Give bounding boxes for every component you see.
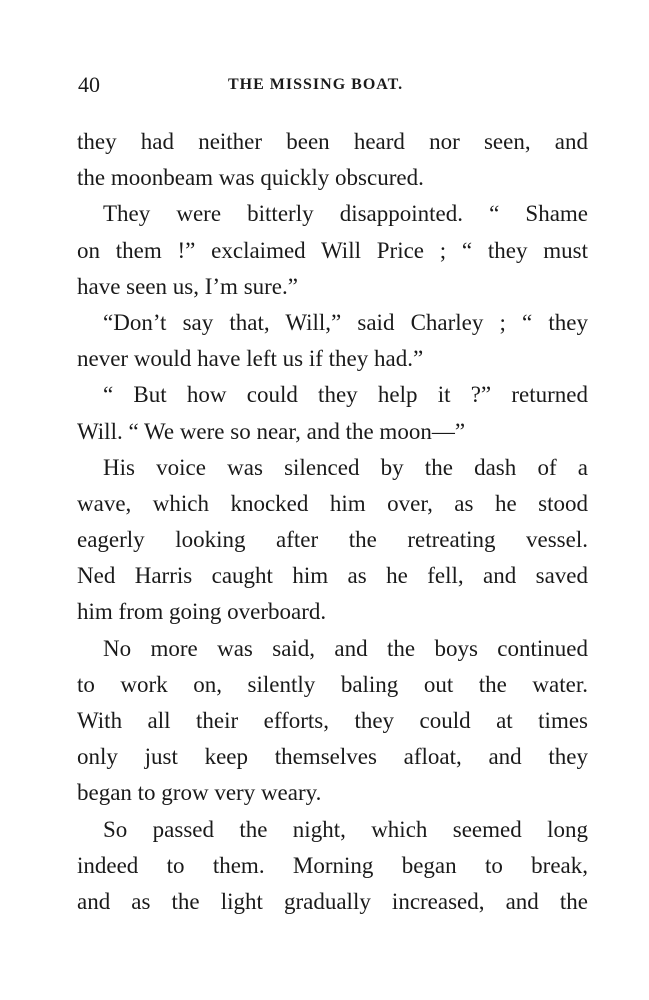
text-line: “Don’t say that, Will,” said Charley ; “ they [103,309,588,335]
text-line: His voice was silenced by the dash of a [103,454,588,480]
text-line: “ But how could they help it ?” returned [103,382,588,408]
text-line: wave, which knocked him over, as he stood [77,490,588,516]
body-text [77,124,588,920]
text-line: they had neither been heard nor seen, and [77,129,588,154]
text-line: With all their efforts, they could at times [77,708,588,733]
text-line: indeed to them. Morning began to break, [77,852,588,878]
text-line: began to grow very weary. [77,780,322,806]
text-line: never would have left us if they had.” [77,346,424,372]
running-title: THE MISSING BOAT. [228,76,404,93]
text-line: Ned Harris caught him as he fell, and saved [77,563,588,589]
text-line: have seen us, I’m sure.” [77,273,298,299]
page-header [78,72,588,106]
text-line: the moonbeam was quickly obscured. [77,165,424,191]
text-line: only just keep themselves afloat, and they [77,744,588,770]
text-line: him from going overboard. [77,599,327,625]
text-line: Will. “ We were so near, and the moon—” [77,418,466,444]
text-line: and as the light gradually increased, and the [77,888,588,914]
text-line: eagerly looking after the retreating vessel. [77,527,588,553]
text-line: on them !” exclaimed Will Price ; “ they must [77,237,588,263]
text-line: They were bitterly disappointed. “ Shame [103,201,588,227]
page-number: 40 [78,72,100,97]
text-line: No more was said, and the boys continued [103,635,588,661]
text-line: to work on, silently baling out the water. [77,671,588,697]
text-line: So passed the night, which seemed long [103,816,588,842]
